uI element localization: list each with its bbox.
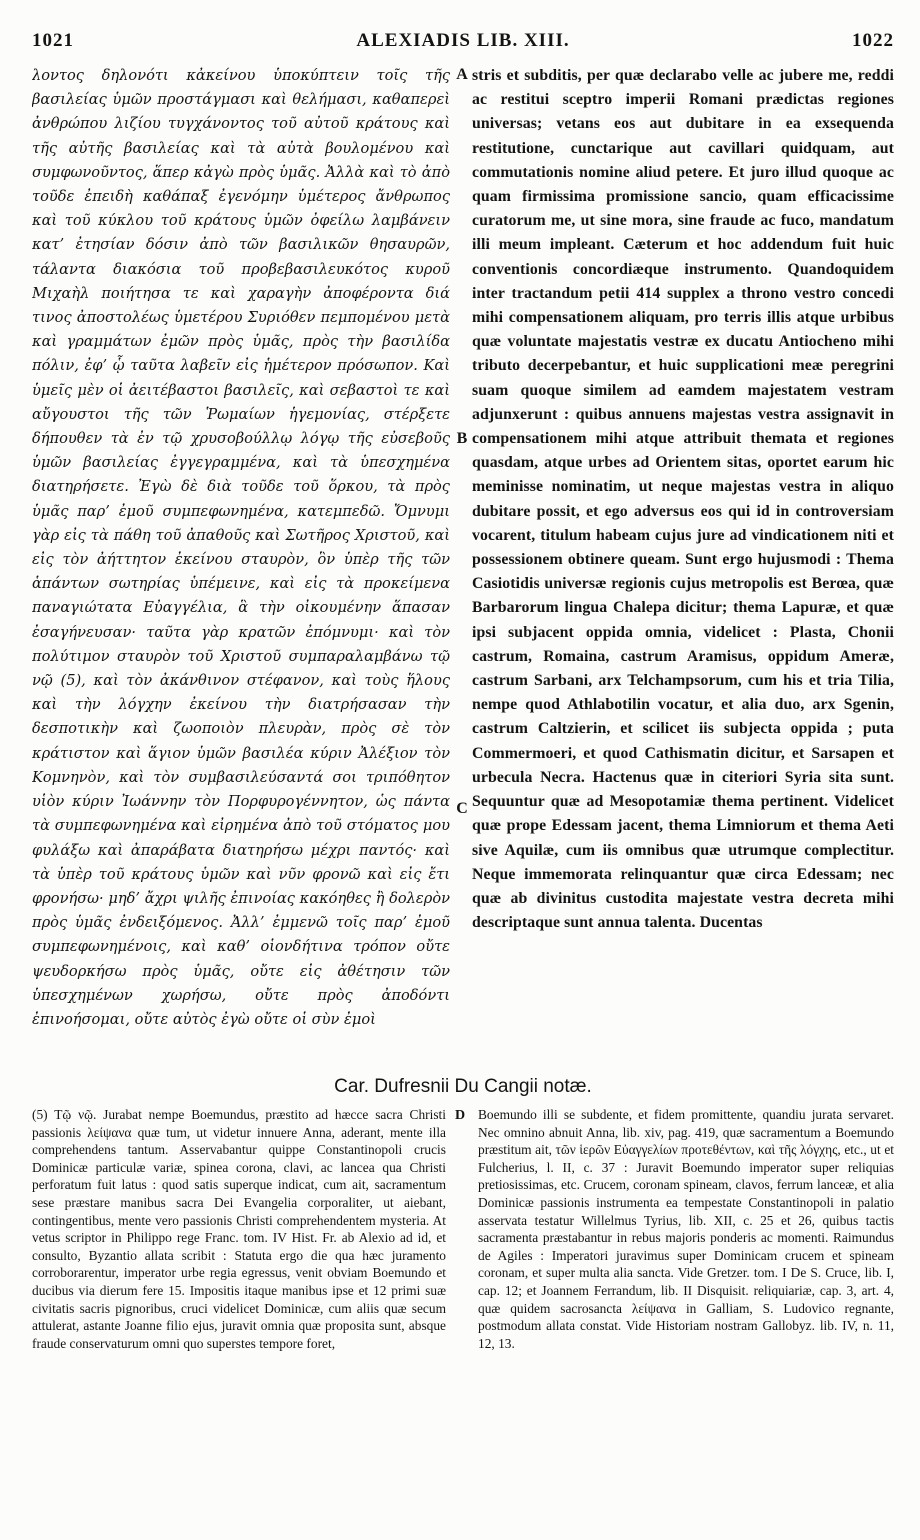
notes-heading: Car. Dufresnii Du Cangii notæ.: [334, 1076, 592, 1097]
notes-right-column: Boemundo illi se subdente, et fidem promittente, quandiu jurata servaret. Nec omnino abnuit Anna, lib. xiv, pag. 419, quæ sacramentum a Boemundo præstitum ait, τῶν ἱερῶν Εὐαγγελίων προτεθέντων, καὶ τῆς λόγχης, etc., ut et Fulcherius, l. II, c. 37 : Juravit Boemundo imperator super reliquias pretiosissimas, etc. Crucem, coronam spineam, clavos, ferrum lanceæ, et alia Dominicæ passionis instrumenta ea tempestate Constantinopoli in palatio asservata testatur Willelmus Tyrius, lib. XII, c. 25 et 26, quibus tactis sacramenta præstabantur in rebus majoris ponderis ac momenti. Raimundus de Agiles : Imperatori juravimus super Dominicam crucem et spineam coronam, et super multa alia sancta. Vide Gretzer. tom. I De S. Cruce, lib. I, cap. 12; et Joannem Ferrandum, lib. II Disquisit. reliquiariæ, cap. 3, art. 4, quæ quidem sacrosancta λείψανα in Galliam, S. Ludovico regnante, postmodum allata constat. Vide Historiam nostram Gallobyz. lib. IV, n. 11, 12, 13.: [478, 1107, 894, 1351]
page-number-left: 1021: [32, 30, 74, 51]
margin-marker-b: B: [456, 430, 468, 447]
margin-marker-c: C: [456, 800, 468, 817]
page: [32, 30, 894, 1510]
greek-text-column: λοντος δηλονότι κἀκείνου ὑποκύπτειν τοῖς τῆς βασιλείας ὑμῶν προστάγμασι καὶ θελήμασι, καθαπερεὶ ἀνθρώπου λιζίου τυγχάνοντος τοῦ αὐτοῦ κράτους καὶ τῆς αὐτῆς βασιλείας καὶ τὰ αὐτὰ βουλομένου καὶ συμφωνοῦντος, ἅπερ κἀγὼ πρὸς ὑμᾶς. Ἀλλὰ καὶ τὸ ἀπὸ τοῦδε ἐπειδὴ καθάπαξ ἐγενόμην ὑμέτερος ἄνθρωπος καὶ τοῦ κύκλου τοῦ κράτους ὑμῶν ὀφείλω λαμβάνειν κατ’ ἐτησίαν δόσιν ἀπὸ τῶν βασιλικῶν θησαυρῶν, τάλαντα διακόσια τοῦ προβεβασιλευκότος κυροῦ Μιχαὴλ ποιήτησα τε καὶ χαραγὴν ἀποφέροντα διά τινος ἀποστολέως ὑμετέρου Συριόθεν πεμπομένου μετὰ καὶ γραμμάτων ἐμῶν πρὸς ὑμᾶς, πρὸς τὴν βασιλίδα πόλιν, ἐφ’ ᾧ ταῦτα λαβεῖν εἰς ἡμέτερον πρόσωπον. Καὶ ὑμεῖς μὲν οἱ ἀειτέβαστοι βασιλεῖς, καὶ σεβαστοὶ τε καὶ αὔγουστοι τῆς τῶν Ῥωμαίων ἡγεμονίας, στέρξετε δήπουθεν τὰ ἐν τῷ χρυσοβούλλῳ λόγῳ τῆς εὐσεβοῦς ὑμῶν βασιλείας ἐγγεγραμμένα, καὶ τὰ ὑπεσχημένα διατηρήσετε. Ἐγὼ δὲ διὰ τοῦδε τοῦ ὅρκου, τὰ πρὸς ὑμᾶς παρ’ ἐμοῦ συμπεφωνημένα, κατεμπεδῶ. Ὄμνυμι γὰρ εἰς τὰ πάθη τοῦ ἀπαθοῦς καὶ Σωτῆρος Χριστοῦ, καὶ εἰς τὸν ἀήττητον ἐκείνου σταυρὸν, ὃν ὑπὲρ τῆς τῶν ἁπάντων σωτηρίας ὑπέμεινε, καὶ εἰς τὰ προκείμενα παναγιώτατα Εὐαγγέλια, ἃ τὴν οἰκουμένην ἅπασαν ἐσαγήνευσαν· ταῦτα γὰρ κρατῶν ἐπόμνυμι· καὶ τὸν πολύτιμον σταυρὸν τοῦ Χριστοῦ συμπαραλαμβάνω τῷ νῷ (5), καὶ τὸν ἀκάνθινον στέφανον, καὶ τοὺς ἥλους καὶ τὴν λόγχην ἐκείνου τὴν διατρήσασαν τὴν δεσποτικὴν καὶ ζωοποιὸν πλευρὰν, πρὸς σὲ τὸν κράτιστον καὶ ἅγιον ὑμῶν βασιλέα κύριν Ἀλέξιον τὸν Κομνηνὸν, καὶ τὸν συμβασιλεύσαντά σοι τριπόθητον υἱὸν κύριν Ἰωάννην τὸν Πορφυρογέννητον, ὡς πάντα τὰ συμπεφωνημένα καὶ εἰρημένα ἀπὸ τοῦ στόματος μου φυλάξω καὶ ἀπαράβατα διατηρήσω μέχρι παντός· καὶ τὰ ὑπὲρ τοῦ κράτους ὑμῶν καὶ νῦν φρονῶ καὶ εἰς ἔτι φρονήσω· μηδ’ ἄχρι ψιλῆς ἐπινοίας κακόηθες ἢ δολερὸν πρὸς ὑμᾶς ἐνδειξόμενος. Ἀλλ’ ἐμμενῶ τοῖς παρ’ ἐμοῦ συμπεφωνημένοις, καὶ καθ’ οἱονδήτινα τρόπον οὔτε ψευδορκήσω πρὸς ὑμᾶς, οὔτε εἰς ἀθέτησιν τῶν ὑπεσχημένων χωρήσω, οὔτε πρὸς ἀποδόντι ἐπινοήσομαι, οὔτε αὐτὸς ἐγὼ οὔτε οἱ σὺν ἐμοὶ: [32, 67, 450, 1028]
margin-marker-a: A: [456, 66, 468, 83]
margin-marker-d: D: [454, 1108, 466, 1123]
latin-text-column: stris et subditis, per quæ declarabo velle ac jubere me, reddi ac restitui sceptro imperii Romani prædictas regiones universas; vetans eos aut dubitare in ea exsequenda restitutione, cunctarique aut cavillari quidquam, aut commutationis nomine aliud petere. Et juro illud quoque ac quam firmissima promissione sancio, quam efficacissime curatorum me, ut sine mora, sine fraude ac fuco, mandatum illi meum impleant. Cæterum et hoc addendum fuit huic conventionis concordiæque instrumento. Quandoquidem inter tractandum petii 414 supplex a throno vestro concedi mihi compensationem aliquam, pro terris illis atque urbibus quæ voluntate majestatis vestræ ex ducatu Antiocheno mihi tributo decerpebantur, et huic supplicationi meæ peregrini suam quoque similem ad eamdem majestatem vestram adjunxerunt : quibus annuens majestas vestra assignavit in compensationem mihi atque attribuit themata et regiones quasdam, atque urbes ad Orientem sitas, oportet earum hic meminisse nominatim, ut neque majestas vestra in aliquo dubitare possit, et ego adversus eos qui id in controversiam vocarent, titulum habeam cujus jure ad vindicationem niti et possessionem obtinere queam. Sunt ergo hujusmodi : Thema Casiotidis universæ regionis cujus metropolis est Berœa, quæ Barbarorum lingua Chalepa dicitur; thema Lapuræ, et quæ ipsi subjacent oppida omnia, videlicet : Plasta, Chonii castrum, Romaina, castrum Aramisus, oppidum Ameræ, castrum Sarbani, arx Telchampsorum, cum his et tria Tilia, nempe quod Athlabotilin vocatur, et alia duo, arx Sgenin, castrum Caltzierin, et scilicet iis subjecta oppida ; puta Commermoeri, et quod Cathismatin dicitur, et Sarsapen et urbecula Necra. Hactenus quæ in citeriori Syria sita sunt. Sequuntur quæ ad Mesopotamiæ thema pertinent. Videlicet quæ prope Edessam jacent, thema Limniorum et thema Aeti sive Aquilæ, cum iis omnibus quæ utrumque complectitur. Neque immemorata relinquantur quæ circa Edessam; nec quæ ab divinitus custodita majestate vestra decreta mihi descriptaque sunt annua talenta. Ducentas: [472, 67, 894, 932]
running-header: [32, 30, 894, 54]
running-title: ALEXIADIS LIB. XIII.: [356, 30, 570, 51]
page-number-right: 1022: [852, 30, 894, 51]
notes-left-column: (5) Τῷ νῷ. Jurabat nempe Boemundus, præstito ad hæcce sacra Christi passionis λείψανα quæ tum, ut videtur innuere Anna, aderant, mente illa comprehendens tantum. Asservabantur quippe Constantinopoli crucis Dominicæ particulæ variæ, spinea corona, clavi, ac lancea qua Christi perforatum fuit latus : quod satis superque indicat, cum ait, sacramentum sese præstare manibus sacra Dei Evangelia corporaliter, ut aiebant, contingentibus, mente vero passionis Christi comprehendentem mysteria. At vetus scriptor in Philippo rege Franc. tom. IV Hist. Fr. ab Alexio ad id, et consulto, Byzantio allata scribit : Statuta ergo die qua hæc juramento corroborarentur, imperator urbe regia egressus, venit obviam Boemundo et ducibus via dierum fere 15. Impositis itaque manibus ipse et 12 primi suæ civitatis sacris pignoribus, cruci videlicet Dominicæ, cum aliis quæ secum attulerat, astante Joanne filio ejus, juravit omnia quæ proposita sunt, absque fraude conservaturum omni quo superstes tempore foret,: [32, 1107, 446, 1351]
